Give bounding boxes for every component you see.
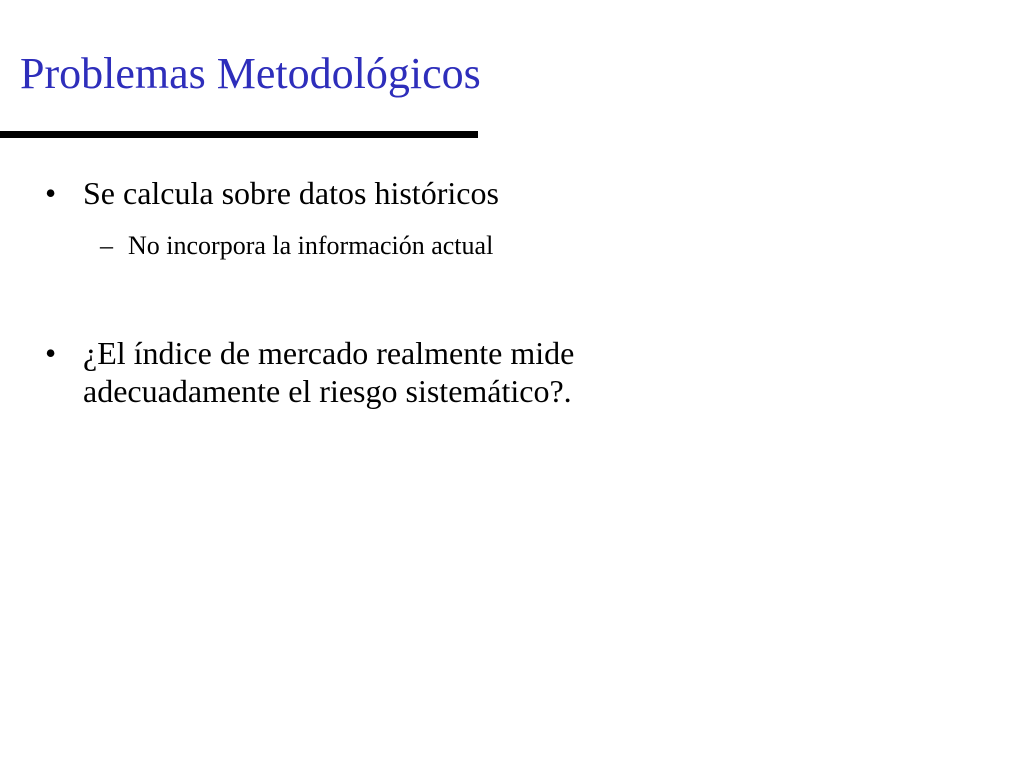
bullet-text: ¿El índice de mercado realmente mide adecuadamente el riesgo sistemático?. — [83, 335, 575, 409]
sub-bullet-text: No incorpora la información actual — [128, 231, 494, 260]
sub-bullet-marker: – — [100, 231, 113, 260]
title-underline — [0, 131, 478, 138]
bullet-marker: • — [45, 335, 57, 371]
slide-title: Problemas Metodológicos — [20, 49, 481, 98]
bullet-text: Se calcula sobre datos históricos — [83, 175, 499, 211]
bullet-marker: • — [45, 175, 57, 211]
